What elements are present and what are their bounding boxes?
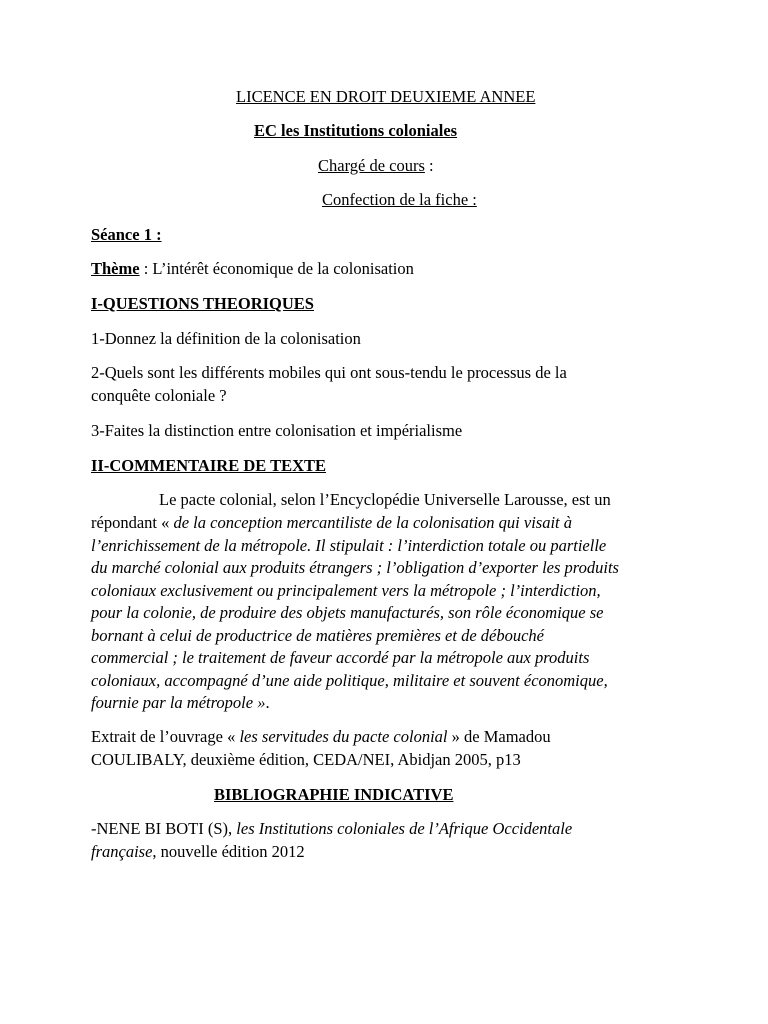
quote-line-8: coloniaux, accompagné d’une aide politique, militaire et souvent économique, xyxy=(91,671,608,690)
question-1: 1-Donnez la définition de la colonisation xyxy=(91,329,361,348)
quote-text-1: de la conception mercantiliste de la colonisation qui visait à xyxy=(173,513,573,532)
quote-line-5: pour la colonie, de produire des objets manufacturés, son rôle économique se xyxy=(91,603,604,622)
quote-lead: répondant « xyxy=(91,513,174,532)
bibliography-entry-title-1: les Institutions coloniales de l’Afrique Occidentale xyxy=(236,819,573,838)
quote-line-7: commercial ; le traitement de faveur accordé par la métropole aux produits xyxy=(91,648,590,667)
section2-heading: II-COMMENTAIRE DE TEXTE xyxy=(91,456,327,475)
lecturer-suffix: : xyxy=(424,156,434,175)
course-title: EC les Institutions coloniales xyxy=(254,121,458,140)
source-prefix: Extrait de l’ouvrage « xyxy=(91,727,240,746)
quote-line-2: l’enrichissement de la métropole. Il stipulait : l’interdiction totale ou partielle xyxy=(91,536,607,555)
bibliography-heading: BIBLIOGRAPHIE INDICATIVE xyxy=(214,785,454,804)
theme-label: Thème xyxy=(91,259,140,278)
lecturer-line xyxy=(318,155,434,177)
program-title: LICENCE EN DROIT DEUXIEME ANNEE xyxy=(236,87,536,106)
theme-text: : L’intérêt économique de la colonisation xyxy=(139,259,414,278)
quote-line-1 xyxy=(91,512,572,534)
bibliography-entry-prefix: -NENE BI BOTI (S), xyxy=(91,819,237,838)
quote-line-3: du marché colonial aux produits étrangers ; l’obligation d’exporter les produits xyxy=(91,558,619,577)
commentary-intro: Le pacte colonial, selon l’Encyclopédie Universelle Larousse, est un xyxy=(159,490,611,509)
question-3: 3-Faites la distinction entre colonisation et impérialisme xyxy=(91,421,463,440)
bibliography-entry-suffix: , nouvelle édition 2012 xyxy=(152,842,305,861)
bibliography-entry-title-2: française xyxy=(91,842,153,861)
sheet-label: Confection de la fiche : xyxy=(322,190,477,209)
bibliography-entry-line-2 xyxy=(91,841,305,863)
source-title: les servitudes du pacte colonial xyxy=(239,727,448,746)
quote-line-4: coloniaux exclusivement ou principalement vers la métropole ; l’interdiction, xyxy=(91,581,601,600)
question-2: 2-Quels sont les différents mobiles qui ont sous-tendu le processus de la xyxy=(91,363,567,382)
quote-end: . xyxy=(265,693,270,712)
source-suffix: » de Mamadou xyxy=(447,727,551,746)
theme-line xyxy=(91,258,414,280)
bibliography-entry-line-1 xyxy=(91,818,572,840)
question-2-cont: conquête coloniale ? xyxy=(91,386,227,405)
session-title: Séance 1 : xyxy=(91,225,162,244)
quote-line-6: bornant à celui de productrice de matières premières et de débouché xyxy=(91,626,545,645)
section1-heading: I-QUESTIONS THEORIQUES xyxy=(91,294,314,313)
source-line-2: COULIBALY, deuxième édition, CEDA/NEI, Abidjan 2005, p13 xyxy=(91,750,521,769)
quote-text-9: fournie par la métropole » xyxy=(91,693,266,712)
quote-line-9 xyxy=(91,692,270,714)
lecturer-label: Chargé de cours xyxy=(318,156,425,175)
source-line-1 xyxy=(91,726,551,748)
